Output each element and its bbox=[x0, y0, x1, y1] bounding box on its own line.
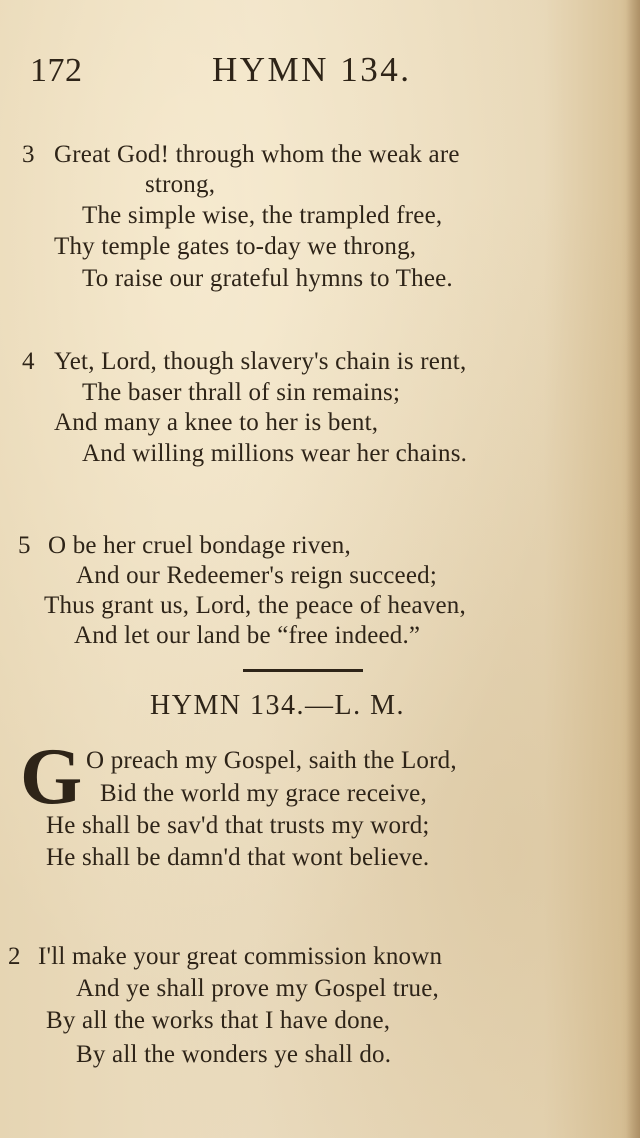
verse-line: The baser thrall of sin remains; bbox=[82, 379, 401, 406]
drop-cap: G bbox=[20, 733, 83, 821]
verse-line: And willing millions wear her chains. bbox=[82, 440, 468, 467]
verse-line: He shall be sav'd that trusts my word; bbox=[46, 812, 430, 839]
verse-number: 2 bbox=[8, 943, 21, 970]
verse-number: 3 bbox=[22, 141, 35, 168]
verse-line: To raise our grateful hymns to Thee. bbox=[82, 265, 453, 292]
verse-line: O be her cruel bondage riven, bbox=[48, 532, 351, 559]
verse-line: Thus grant us, Lord, the peace of heaven, bbox=[44, 592, 466, 619]
page-title: HYMN 134. bbox=[212, 50, 412, 89]
verse-line: I'll make your great commission known bbox=[38, 943, 443, 970]
verse-line: Yet, Lord, though slavery's chain is rent, bbox=[54, 348, 467, 375]
hymn-title: HYMN 134.—L. M. bbox=[150, 690, 406, 721]
verse-line: And let our land be “free indeed.” bbox=[74, 622, 421, 649]
page-edge-shadow bbox=[626, 0, 640, 1138]
verse-line: By all the works that I have done, bbox=[46, 1007, 391, 1034]
verse-line: Thy temple gates to-day we throng, bbox=[54, 233, 417, 260]
page-number: 172 bbox=[30, 52, 83, 89]
verse-line: By all the wonders ye shall do. bbox=[76, 1041, 392, 1068]
verse-line: Great God! through whom the weak are bbox=[54, 141, 460, 168]
verse-line: Bid the world my grace receive, bbox=[100, 780, 427, 807]
verse-line: The simple wise, the trampled free, bbox=[82, 202, 443, 229]
verse-line: strong, bbox=[145, 171, 216, 198]
section-divider bbox=[243, 669, 363, 672]
verse-number: 4 bbox=[22, 348, 35, 375]
verse-line: He shall be damn'd that wont believe. bbox=[46, 844, 430, 871]
verse-line: And many a knee to her is bent, bbox=[54, 409, 379, 436]
verse-line: O preach my Gospel, saith the Lord, bbox=[86, 747, 457, 774]
verse-line: And our Redeemer's reign succeed; bbox=[76, 562, 437, 589]
verse-number: 5 bbox=[18, 532, 31, 559]
verse-line: And ye shall prove my Gospel true, bbox=[76, 975, 439, 1002]
